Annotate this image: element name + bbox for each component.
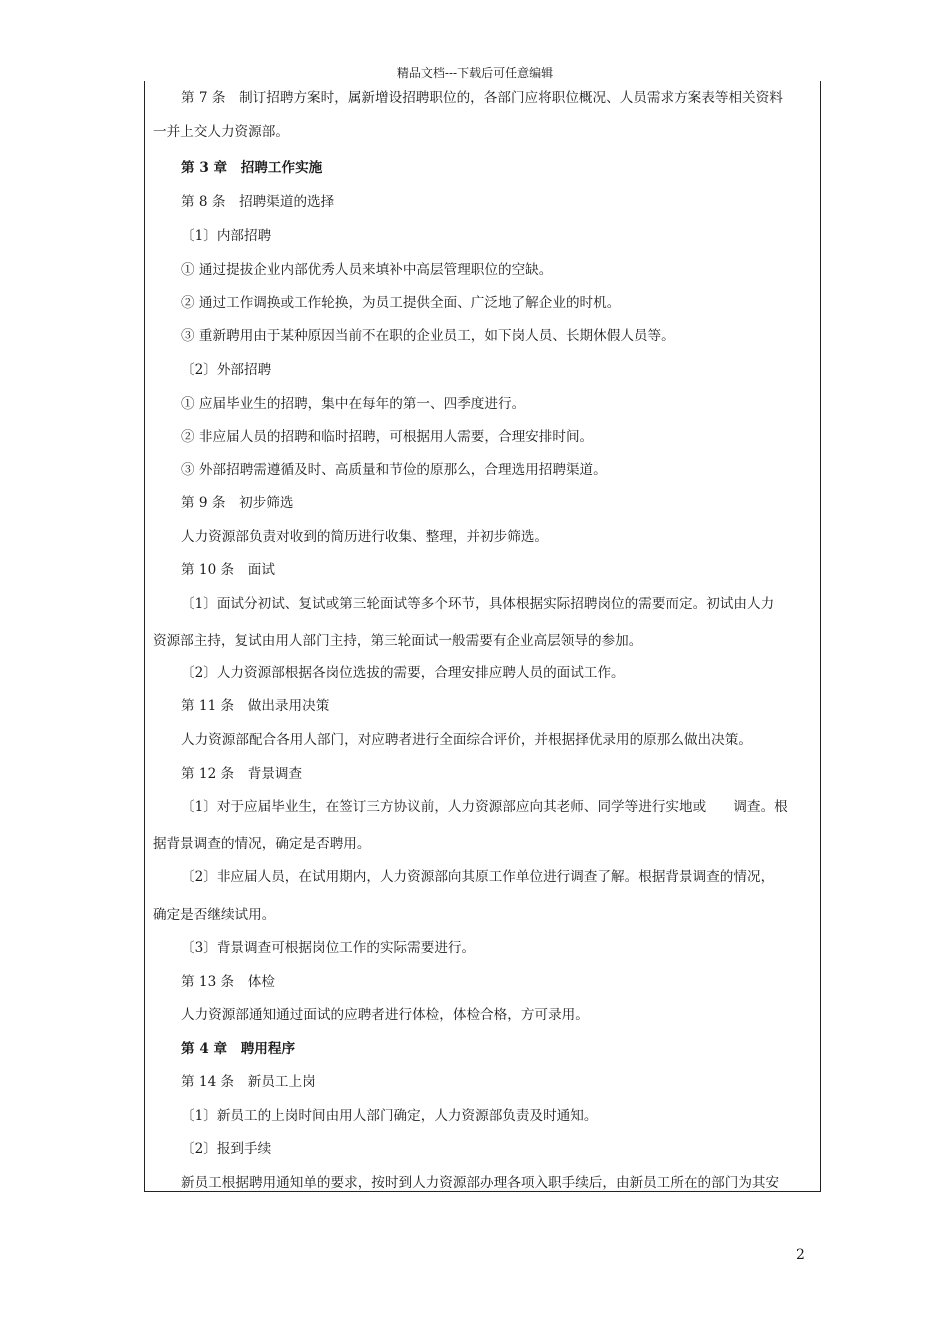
text-line: 确定是否继续试用。 — [153, 907, 276, 923]
text-line: 第 8 条 招聘渠道的选择 — [181, 194, 335, 210]
text-line: 〔2〕报到手续 — [181, 1141, 272, 1157]
text-line: ① 应届毕业生的招聘，集中在每年的第一、四季度进行。 — [181, 396, 526, 412]
text-line: 〔2〕人力资源部根据各岗位选拔的需要，合理安排应聘人员的面试工作。 — [181, 665, 625, 681]
text-line: 第 7 条 制订招聘方案时，属新增设招聘职位的，各部门应将职位概况、人员需求方案表等相关资料 — [181, 90, 783, 106]
text-line: 〔3〕背景调查可根据岗位工作的实际需要进行。 — [181, 940, 476, 956]
text-line: 〔1〕新员工的上岗时间由用人部门确定，人力资源部负责及时通知。 — [181, 1108, 598, 1124]
text-line: 第 10 条 面试 — [181, 562, 275, 578]
text-line: ① 通过提拔企业内部优秀人员来填补中高层管理职位的空缺。 — [181, 262, 553, 278]
text-line: 第 14 条 新员工上岗 — [181, 1074, 316, 1090]
text-line: 人力资源部配合各用人部门，对应聘者进行全面综合评价，并根据择优录用的原那么做出决策。 — [181, 732, 752, 748]
text-line: 〔1〕面试分初试、复试或第三轮面试等多个环节，具体根据实际招聘岗位的需要而定。初试由人力 — [181, 596, 775, 612]
text-line: 〔1〕对于应届毕业生，在签订三方协议前，人力资源部应向其老师、同学等进行实地或 调查。根 — [181, 799, 788, 815]
text-line: ② 通过工作调换或工作轮换，为员工提供全面、广泛地了解企业的时机。 — [181, 295, 621, 311]
page-number: 2 — [796, 1247, 805, 1263]
text-line: ② 非应届人员的招聘和临时招聘，可根据用人需要，合理安排时间。 — [181, 429, 594, 445]
text-line: 人力资源部负责对收到的简历进行收集、整理，并初步筛选。 — [181, 529, 549, 545]
text-line: 〔1〕内部招聘 — [181, 228, 272, 244]
page-header: 精品文档---下载后可任意编辑 — [396, 66, 554, 80]
chapter-heading: 第 4 章 聘用程序 — [181, 1041, 296, 1057]
text-line: 据背景调查的情况，确定是否聘用。 — [153, 836, 371, 852]
text-line: ③ 重新聘用由于某种原因当前不在职的企业员工，如下岗人员、长期休假人员等。 — [181, 328, 675, 344]
text-line: 人力资源部通知通过面试的应聘者进行体检，体检合格，方可录用。 — [181, 1007, 589, 1023]
text-line: 新员工根据聘用通知单的要求，按时到人力资源部办理各项入职手续后，由新员工所在的部门为其安 — [181, 1175, 780, 1191]
text-line: 第 9 条 初步筛选 — [181, 495, 294, 511]
text-line: 第 13 条 体检 — [181, 974, 275, 990]
chapter-heading: 第 3 章 招聘工作实施 — [181, 160, 323, 176]
text-line: 第 12 条 背景调查 — [181, 766, 303, 782]
text-line: 〔2〕外部招聘 — [181, 362, 272, 378]
text-line: ③ 外部招聘需遵循及时、高质量和节俭的原那么，合理选用招聘渠道。 — [181, 462, 607, 478]
text-line: 第 11 条 做出录用决策 — [181, 698, 330, 714]
text-line: 资源部主持，复试由用人部门主持，第三轮面试一般需要有企业高层领导的参加。 — [153, 633, 643, 649]
text-line: 一并上交人力资源部。 — [153, 124, 289, 140]
text-line: 〔2〕非应届人员，在试用期内，人力资源部向其原工作单位进行调查了解。根据背景调查的情况， — [181, 869, 775, 885]
